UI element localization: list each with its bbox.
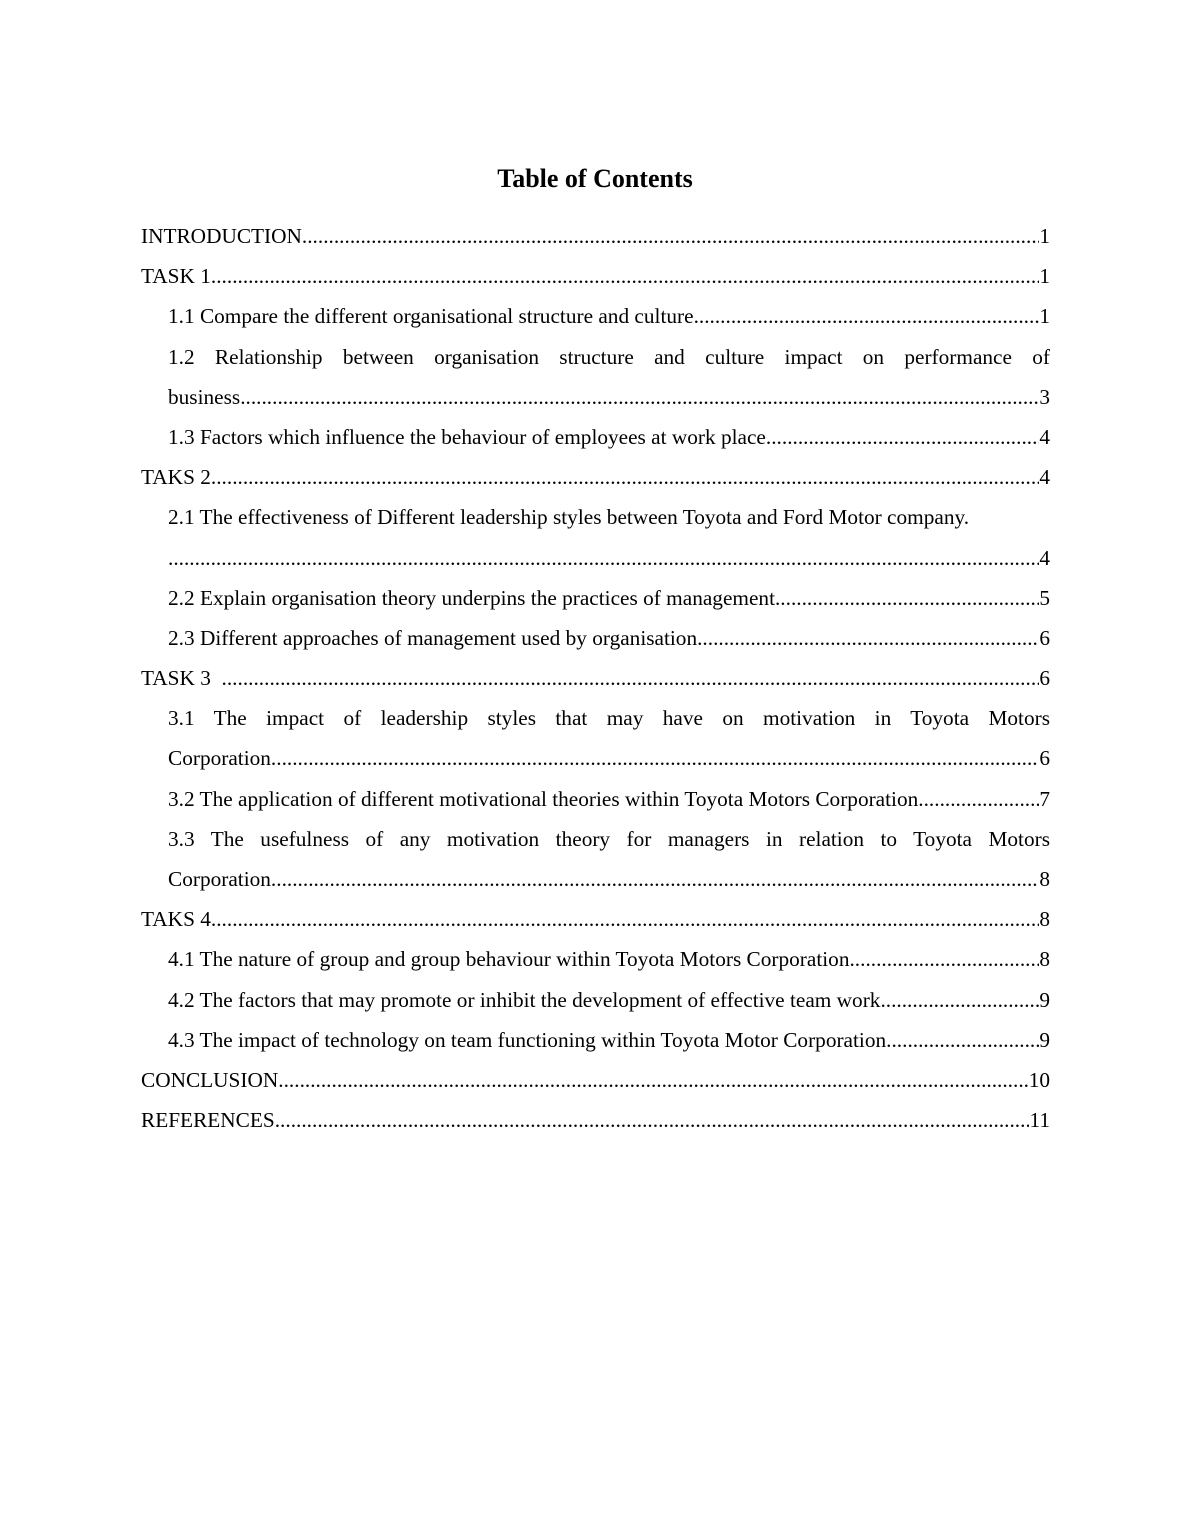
toc-entry-introduction[interactable] [141,216,1050,256]
toc-entry-task-1[interactable] [141,256,1050,296]
toc-entry-4-2[interactable] [141,980,1050,1020]
toc-leader-dots [211,256,1039,296]
toc-entry-text-line-2: business [168,384,241,409]
toc-leader-dots [302,216,1039,256]
toc-leader-dots [697,618,1039,658]
toc-leader-dots [278,1060,1028,1100]
toc-page-number: 6 [1039,666,1050,691]
toc-page-number: 6 [1039,746,1050,771]
toc-page-number: 5 [1039,585,1050,610]
toc-entry-line-2 [168,377,1050,417]
toc-entry-text: TASK 1 [141,264,211,289]
toc-entry-text-line-2: Corporation [168,867,271,891]
toc-entry-4-1[interactable] [141,939,1050,979]
toc-entry-text: 1.1 Compare the different organisational structure and culture [168,304,694,329]
toc-entry-conclusion[interactable] [141,1060,1050,1100]
toc-entry-text: 3.2 The application of different motivational theories within Toyota Motors Corporation [168,786,919,811]
toc-entry-text: 2.2 Explain organisation theory underpins the practices of management [168,585,775,610]
toc-entry-task-3[interactable] [141,658,1050,698]
toc-entry-text: TAKS 4 [141,907,211,932]
toc-leader-dots [240,377,1039,417]
toc-page-number: 11 [1029,1108,1050,1133]
toc-page-number: 1 [1039,224,1050,248]
toc-page-number: 9 [1039,987,1050,1012]
toc-entry-text: 2.3 Different approaches of management used by organisation [168,625,698,650]
toc-entry-3-2[interactable] [141,779,1050,819]
toc-entry-text: 4.1 The nature of group and group behaviour within Toyota Motors Corporation [168,947,850,972]
toc-page-number: 9 [1039,1027,1050,1052]
toc-entry-references[interactable] [141,1100,1050,1140]
toc-leader-dots [886,1020,1039,1060]
toc-title: Table of Contents [497,164,693,193]
toc-entry-2-3[interactable] [141,618,1050,658]
toc-entry-line-2 [168,738,1050,778]
toc-entry-2-1[interactable] [141,497,1050,577]
toc-leader-dots [694,296,1040,336]
toc-leader-dots [766,417,1039,457]
toc-page-number: 8 [1039,867,1050,891]
toc-leader-dots [849,939,1039,979]
toc-entry-text: 1.3 Factors which influence the behaviour of employees at work place [168,424,766,449]
toc-entry-text-line-1: 3.3 The usefulness of any motivation theory for managers in relation to Toyota Motors [168,826,1050,851]
toc-entry-text: REFERENCES [141,1108,275,1133]
toc-entry-2-2[interactable] [141,578,1050,618]
toc-entry-4-3[interactable] [141,1020,1050,1060]
toc-page-number: 8 [1039,907,1050,932]
toc-entry-text-line-1: 2.1 The effectiveness of Different leadership styles between Toyota and Ford Motor company. [168,505,970,530]
toc-page-number: 10 [1028,1067,1050,1092]
toc-entry-text-line-2: Corporation [168,746,271,771]
toc-entry-text: INTRODUCTION [141,224,302,248]
toc-page-number: 4 [1039,424,1050,449]
toc-page-number: 4 [1039,545,1050,570]
toc-leader-dots [275,1100,1030,1140]
toc-entry-text: TASK 3 [141,666,222,691]
toc-entry-3-3[interactable] [141,819,1050,899]
toc-leader-dots [211,457,1039,497]
toc-leader-dots [168,538,1039,578]
toc-page-number: 1 [1039,264,1050,289]
toc-page-number: 1 [1039,304,1050,329]
toc-entry-taks-2[interactable] [141,457,1050,497]
toc-leader-dots [918,779,1039,819]
toc-entry-text: TAKS 2 [141,465,211,490]
toc-leader-dots [271,859,1039,899]
toc-page-number: 3 [1039,384,1050,409]
toc-page-number: 7 [1039,786,1050,811]
toc-entry-text: CONCLUSION [141,1067,279,1092]
toc-leader-dots [211,899,1039,939]
toc-entry-1-1[interactable] [141,296,1050,336]
toc-entry-1-2[interactable] [141,337,1050,417]
toc-entry-1-3[interactable] [141,417,1050,457]
table-of-contents [141,216,1050,1140]
toc-entry-text-line-1: 1.2 Relationship between organisation structure and culture impact on performance of [168,344,1050,369]
toc-entry-line-2 [168,538,1050,578]
toc-entry-taks-4[interactable] [141,899,1050,939]
toc-leader-dots [880,980,1039,1020]
toc-entry-line-2 [168,859,1050,899]
toc-entry-text: 4.2 The factors that may promote or inhibit the development of effective team work [168,987,881,1012]
toc-page-number: 6 [1039,625,1050,650]
toc-leader-dots [222,658,1040,698]
toc-page-number: 8 [1039,947,1050,972]
toc-page-number: 4 [1039,465,1050,490]
toc-entry-3-1[interactable] [141,698,1050,778]
toc-leader-dots [775,578,1039,618]
toc-entry-text: 4.3 The impact of technology on team functioning within Toyota Motor Corporation [168,1027,887,1052]
toc-leader-dots [271,738,1039,778]
toc-entry-text-line-1: 3.1 The impact of leadership styles that may have on motivation in Toyota Motors [168,706,1050,731]
